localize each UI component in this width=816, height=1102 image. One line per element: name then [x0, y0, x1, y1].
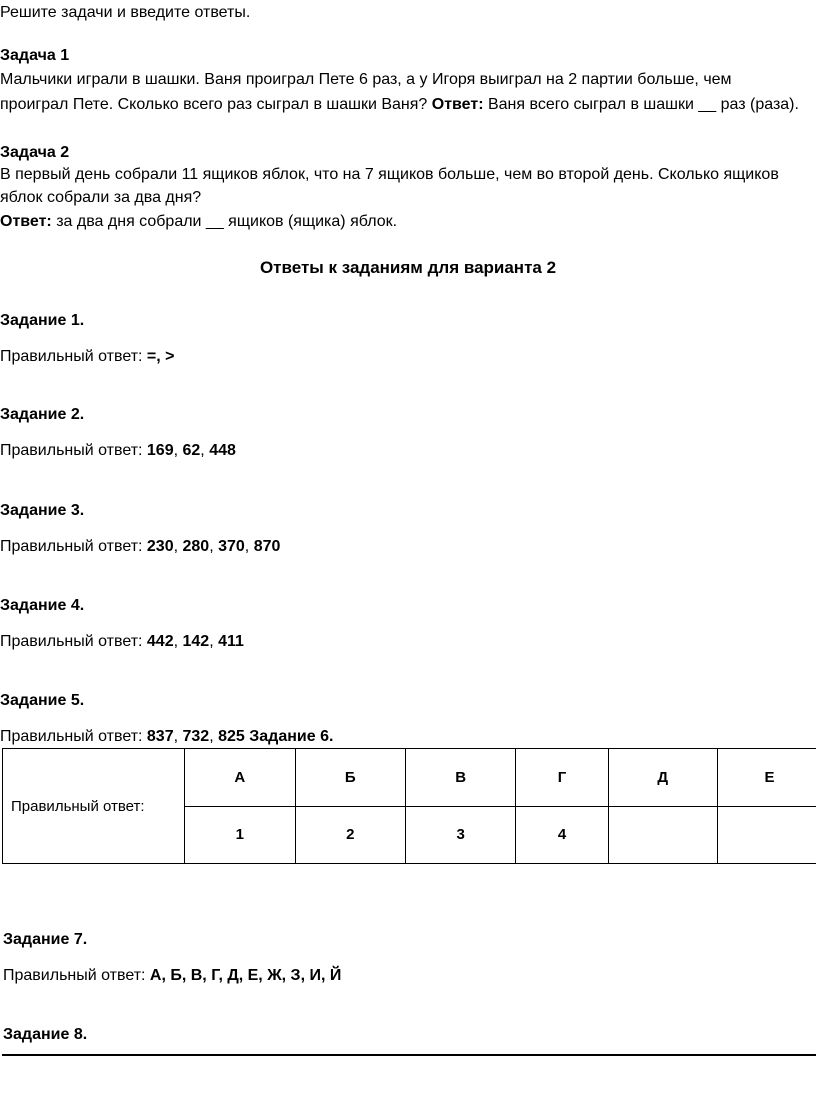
zadanie-6-row-label: Правильный ответ: — [3, 749, 185, 864]
zadanie-2-value-1: 169 — [146, 442, 174, 459]
zadanie-5-value-2: 732 — [182, 728, 210, 745]
correct-answer-label: Правильный ответ: — [0, 633, 147, 650]
zadanie-3-value-4: 870 — [253, 538, 281, 555]
correct-answer-label: Правильный ответ: — [0, 538, 147, 555]
zadanie-2-value-3: 448 — [209, 442, 236, 459]
task-2-text-line2: яблок собрали за два дня? — [0, 189, 202, 206]
zadanie-3-value-3: 370 — [218, 538, 245, 555]
zadanie-7-value: А, Б, В, Г, Д, Е, Ж, З, И, Й — [149, 967, 342, 984]
table-header-cell: В — [405, 749, 516, 807]
zadanie-5-answer: Правильный ответ: 837, 732, 825 Задание 6. — [0, 728, 334, 745]
zadanie-7-title: Задание 7. — [3, 931, 88, 948]
task-2-answer — [0, 212, 397, 232]
zadanie-1-answer — [0, 347, 174, 367]
table-row — [3, 749, 816, 807]
zadanie-6-title: Задание 6. — [249, 728, 334, 745]
task-2-answer-text: за два дня собрали __ ящиков (ящика) яблок. — [51, 213, 398, 230]
zadanie-5-title: Задание 5. — [0, 692, 85, 709]
task-1-answer-text: Ваня всего сыграл в шашки __ раз (раза). — [483, 96, 799, 113]
task-1-text-line2 — [0, 95, 799, 115]
zadanie-4-value-1: 442 — [146, 633, 174, 650]
table-header-cell: Б — [295, 749, 405, 807]
zadanie-7-answer — [3, 966, 341, 986]
zadanie-5-value-3: 825 — [218, 728, 245, 745]
instructions: Решите задачи и введите ответы. — [0, 4, 251, 21]
divider — [2, 1054, 816, 1056]
correct-answer-label: Правильный ответ: — [0, 728, 147, 745]
table-header-cell: Г — [516, 749, 608, 807]
zadanie-2-value-2: 62 — [182, 442, 201, 459]
answers-heading: Ответы к заданиям для варианта 2 — [259, 258, 557, 277]
zadanie-3-value-2: 280 — [182, 538, 210, 555]
zadanie-6-answer-table — [2, 748, 816, 864]
task-2-title: Задача 2 — [0, 144, 70, 161]
zadanie-2-answer: Правильный ответ: 169, 62, 448 — [0, 442, 236, 459]
correct-answer-label: Правильный ответ: — [0, 442, 147, 459]
table-header-cell: А — [185, 749, 296, 807]
task-1-title: Задача 1 — [0, 47, 70, 64]
zadanie-1-title: Задание 1. — [0, 312, 85, 329]
zadanie-3-title: Задание 3. — [0, 502, 85, 519]
zadanie-4-value-2: 142 — [182, 633, 210, 650]
task-2-answer-label: Ответ: — [0, 213, 52, 230]
zadanie-3-value-1: 230 — [146, 538, 174, 555]
task-1-answer-label: Ответ: — [431, 96, 484, 113]
table-value-cell: 1 — [185, 806, 296, 864]
table-value-cell — [608, 806, 717, 864]
table-value-cell: 2 — [295, 806, 405, 864]
zadanie-4-value-3: 411 — [218, 633, 244, 650]
table-value-cell: 4 — [516, 806, 608, 864]
task-1-question: проиграл Пете. Сколько всего раз сыграл в шашки Ваня? — [0, 96, 432, 113]
zadanie-4-title: Задание 4. — [0, 597, 85, 614]
task-2-text-line1: В первый день собрали 11 ящиков яблок, что на 7 ящиков больше, чем во второй день. Сколько ящиков — [0, 166, 779, 183]
table-header-cell: Е — [717, 749, 816, 807]
correct-answer-label: Правильный ответ: — [3, 967, 150, 984]
zadanie-1-value: =, > — [146, 348, 175, 365]
zadanie-8-title: Задание 8. — [3, 1026, 88, 1043]
table-header-cell: Д — [608, 749, 717, 807]
correct-answer-label: Правильный ответ: — [0, 348, 147, 365]
zadanie-3-answer: Правильный ответ: 230, 280, 370, 870 — [0, 538, 281, 555]
table-value-cell — [717, 806, 816, 864]
zadanie-2-title: Задание 2. — [0, 406, 85, 423]
zadanie-5-value-1: 837 — [146, 728, 174, 745]
task-1-text-line1: Мальчики играли в шашки. Ваня проиграл Пете 6 раз, а у Игоря выиграл на 2 партии больше, чем — [0, 71, 732, 88]
table-value-cell: 3 — [405, 806, 516, 864]
zadanie-4-answer: Правильный ответ: 442, 142, 411 — [0, 633, 244, 650]
